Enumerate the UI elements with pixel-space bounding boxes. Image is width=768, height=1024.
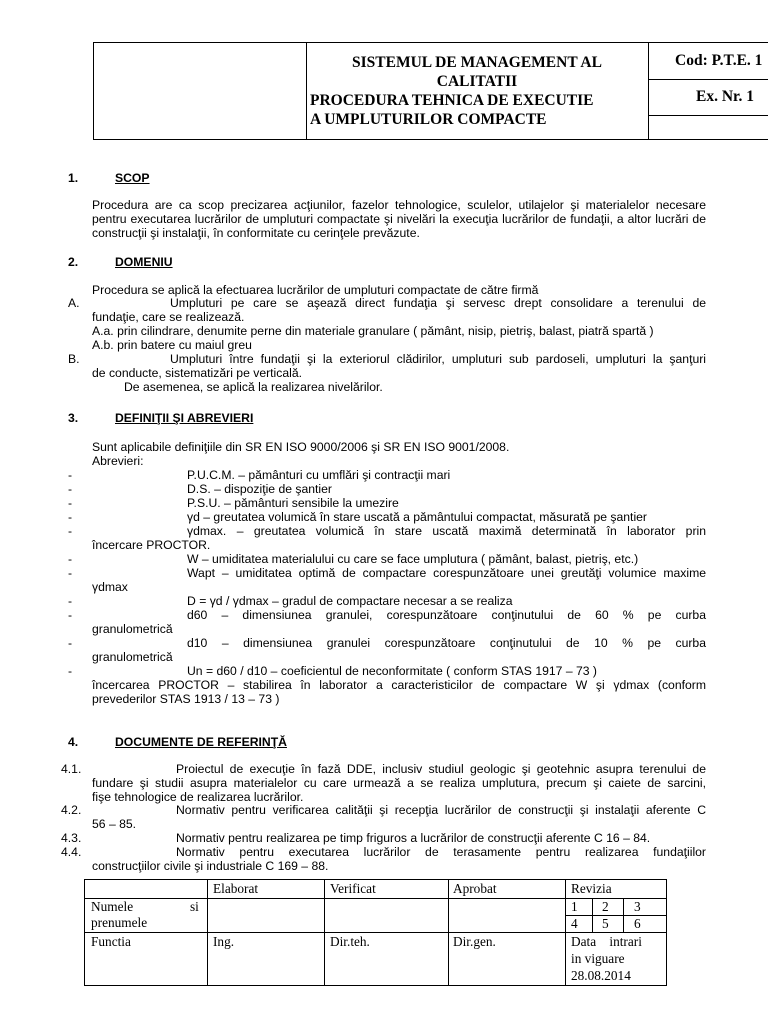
revision-4: 4	[571, 916, 578, 931]
abbr-item-psu: P.S.U. – pământuri sensibile la umezire	[187, 496, 399, 510]
ref-4-4-text2: construcţiilor civile şi industriale C 169 – 88.	[92, 859, 329, 873]
revision-3: 3	[634, 899, 641, 914]
proctor-definition: încercarea PROCTOR – stabilirea în laborator a caracteristicilor de compactare W şi γdmax (conform	[92, 678, 706, 692]
section-2-b-label: B.	[68, 352, 80, 366]
revision-6: 6	[634, 916, 641, 931]
header-title-line2: CALITATII	[436, 73, 518, 90]
col-revizia: Revizia	[571, 881, 612, 896]
abbr-item-d60: d60 – dimensiunea granulei, corespunzătoare conţinutului de 60 % pe curba	[187, 608, 706, 622]
ref-4-1-text3: fişe tehnologice de realizarea lucrărilor.	[92, 790, 304, 804]
list-bullet: -	[68, 468, 73, 482]
col-aprobat: Aprobat	[453, 881, 497, 896]
section-2-a-label: A.	[68, 296, 80, 310]
ref-4-1-text: Proiectul de execuţie în fază DDE, inclusiv studiul geologic şi geotehnic asupra terenului de	[176, 762, 706, 776]
effective-date-value: 28.08.2014	[571, 968, 631, 983]
list-bullet: -	[68, 510, 73, 524]
abbreviations-label: Abrevieri:	[92, 454, 144, 468]
section-2-number: 2.	[68, 255, 79, 269]
section-4-title: DOCUMENTE DE REFERINŢĂ	[115, 735, 287, 749]
copy-number: Ex. Nr. 1	[696, 88, 754, 105]
ref-4-2-text: Normativ pentru verificarea calităţii şi recepţia lucrărilor de construcţii şi instalaţii aferente C	[176, 803, 706, 817]
effective-date-label: Data intrari	[571, 934, 642, 949]
list-bullet: -	[68, 482, 73, 496]
revision-5: 5	[602, 916, 609, 931]
section-3-intro: Sunt aplicabile definiţiile din SR EN ISO 9000/2006 şi SR EN ISO 9001/2008.	[92, 440, 510, 454]
abbr-item-w: W – umiditatea materialului cu care se face umplutura ( pământ, balast, pietriş, etc.)	[187, 552, 639, 566]
document-code: Cod: P.T.E. 1	[675, 52, 763, 69]
abbr-item-wapt: Wapt – umiditatea optimă de compactare corespunzătoare unei greutăţi volumice maxime	[187, 566, 706, 580]
abbr-item-gd: γd – greutatea volumică în stare uscată a pământului compactat, măsurată pe şantier	[187, 510, 647, 524]
functia-verificat: Dir.teh.	[330, 934, 370, 949]
abbr-item-gdmax: γdmax. – greutatea volumică în stare uscată maximă determinată în laborator prin	[187, 524, 706, 538]
abbr-item-wapt-cont: γdmax	[92, 580, 128, 594]
section-4-number: 4.	[68, 735, 79, 749]
row-functia-label: Functia	[91, 934, 131, 949]
section-2-a-text2: fundaţie, care se realizează.	[92, 310, 245, 324]
abbr-item-d60-cont: granulometrică	[92, 622, 173, 636]
functia-elaborat: Ing.	[213, 934, 235, 949]
section-2-also: De asemenea, se aplică la realizarea nivelărilor.	[124, 380, 383, 394]
proctor-definition-cont: prevederilor STAS 1913 / 13 – 73 )	[92, 692, 280, 706]
row-numele-label-cont: prenumele	[91, 915, 148, 930]
section-2-b-text: Umpluturi între fundaţii şi la exteriorul clădirilor, umpluturi sub pardoseli, umpluturi la şanţuri	[170, 352, 706, 366]
section-2-a-text: Umpluturi pe care se aşează direct fundaţia şi servesc drept consolidare a terenului de	[170, 296, 706, 310]
list-bullet: -	[68, 496, 73, 510]
ref-4-4-text: Normativ pentru executarea lucrărilor de terasamente pentru realizarea fundaţiilor	[176, 845, 706, 859]
section-2-title: DOMENIU	[115, 255, 173, 269]
section-1-text: Procedura are ca scop precizarea acţiunilor, fazelor tehnologice, sculelor, utilajelor şi materialelor necesare pentru executarea lucrărilor de umpluturi compactate şi nivelări la execuţia lucrărilor de fundaţii, a altor lucrări de construcţii şi instalaţii, în conformitate cu cerinţele prevăzute.	[92, 198, 706, 240]
ref-4-1-number: 4.1.	[61, 762, 82, 776]
col-elaborat: Elaborat	[213, 881, 259, 896]
list-bullet: -	[68, 594, 73, 608]
list-bullet: -	[68, 636, 73, 650]
section-3-title: DEFINIŢII ŞI ABREVIERI	[115, 411, 254, 425]
header-title-line1: SISTEMUL DE MANAGEMENT AL	[352, 54, 602, 71]
revision-1: 1	[571, 899, 578, 914]
abbr-item-pucm: P.U.C.M. – pământuri cu umflări şi contracţii mari	[187, 468, 451, 482]
col-verificat: Verificat	[330, 881, 376, 896]
section-2-ab: A.b. prin batere cu maiul greu	[92, 338, 252, 352]
code-cell	[649, 43, 768, 139]
ref-4-3-number: 4.3.	[61, 831, 82, 845]
section-1-number: 1.	[68, 171, 79, 185]
revision-2: 2	[602, 899, 609, 914]
list-bullet: -	[68, 524, 73, 538]
logo-cell	[94, 43, 307, 139]
list-bullet: -	[68, 566, 73, 580]
ref-4-2-number: 4.2.	[61, 803, 82, 817]
list-bullet: -	[68, 608, 73, 622]
list-bullet: -	[68, 552, 73, 566]
list-bullet: -	[68, 664, 73, 678]
title-cell	[306, 43, 649, 139]
abbr-item-un: Un = d60 / d10 – coeficientul de neconformitate ( conform STAS 1917 – 73 )	[187, 664, 597, 678]
ref-4-3-text: Normativ pentru realizarea pe timp friguros a lucrărilor de construcţii aferente C 16 – 84.	[176, 831, 651, 845]
header-title-line4: A UMPLUTURILOR COMPACTE	[310, 111, 547, 128]
section-1-title: SCOP	[115, 171, 150, 185]
section-2-intro: Procedura se aplică la efectuarea lucrărilor de umpluturi compactate de către firmă	[92, 283, 539, 297]
section-3-number: 3.	[68, 411, 79, 425]
abbr-item-d10: d10 – dimensiunea granulei corespunzătoare conţinutului de 10 % pe curba	[187, 636, 706, 650]
functia-aprobat: Dir.gen.	[453, 934, 496, 949]
abbr-item-d10-cont: granulometrică	[92, 650, 173, 664]
ref-4-2-text2: 56 – 85.	[92, 817, 137, 831]
approval-table	[84, 879, 667, 986]
row-numele-si: si	[190, 899, 199, 914]
document-header-table	[93, 42, 768, 140]
ref-4-1-text2: fundare şi studii asupra materialelor cu care urmează a se realiza umplutura, precum şi caiete de sarcini,	[92, 776, 706, 790]
section-2-b-text2: de conducte, sistematizări pe verticală.	[92, 366, 302, 380]
section-2-aa: A.a. prin cilindrare, denumite perne din materiale granulare ( pământ, nisip, pietriş, balast, piatră spartă )	[92, 324, 654, 338]
abbr-item-ds: D.S. – dispoziţie de şantier	[187, 482, 332, 496]
row-numele-label: Numele	[91, 899, 134, 914]
effective-date-label-cont: in viguare	[571, 951, 625, 966]
header-title-line3: PROCEDURA TEHNICA DE EXECUTIE	[310, 92, 594, 109]
abbr-item-d: D = γd / γdmax – gradul de compactare necesar a se realiza	[187, 594, 513, 608]
ref-4-4-number: 4.4.	[61, 845, 82, 859]
abbr-item-gdmax-cont: încercare PROCTOR.	[92, 538, 211, 552]
